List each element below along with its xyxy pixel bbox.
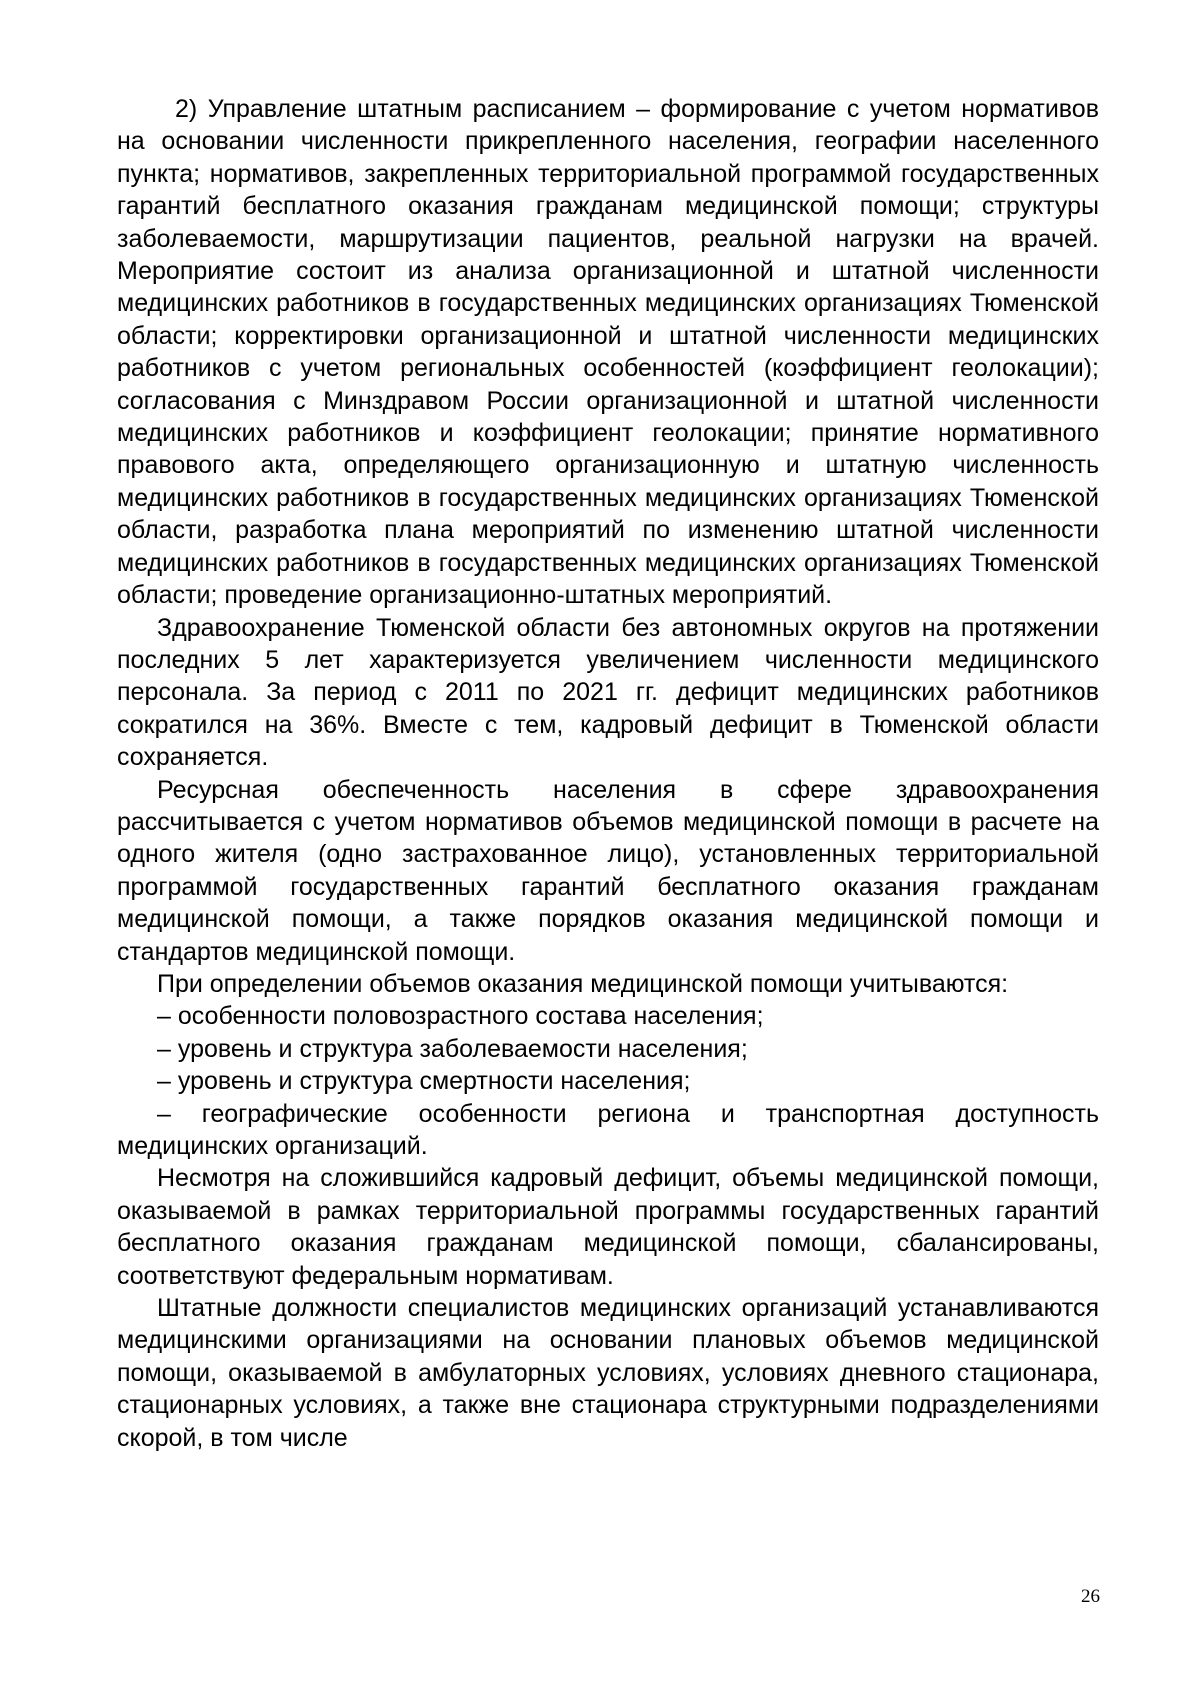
body-text bbox=[117, 93, 1099, 1454]
paragraph-balanced-volumes: Несмотря на сложившийся кадровый дефицит, объемы медицинской помощи, оказываемой в рамках территориальной программы государственных гарантий бесплатного оказания гражданам медицинской помощи, сбалансированы, соответствуют федеральным нормативам. bbox=[117, 1164, 1099, 1290]
paragraph-staff-positions: Штатные должности специалистов медицинских организаций устанавливаются медицинскими организациями на основании плановых объемов медицинской помощи, оказываемой в амбулаторных условиях, условиях дневного стационара, стационарных условиях, а также вне стационара структурными подразделениями скорой, в том числе bbox=[117, 1294, 1099, 1452]
list-item-geography-transport: – географические особенности региона и транспортная доступность медицинских организаций. bbox=[117, 1099, 1099, 1160]
page-number: 26 bbox=[1081, 1586, 1100, 1607]
list-item-morbidity: – уровень и структура заболеваемости населения; bbox=[157, 1034, 748, 1063]
list-item-mortality: – уровень и структура смертности населения; bbox=[157, 1067, 691, 1096]
list-item-age-sex-composition: – особенности половозрастного состава населения; bbox=[157, 1002, 764, 1031]
paragraph-staffing-management: 2) Управление штатным расписанием – формирование с учетом нормативов на основании численности прикрепленного населения, географии населенного пункта; нормативов, закрепленных территориальной программой государственных гарантий бесплатного оказания гражданам медицинской помощи; структуры заболеваемости, маршрутизации пациентов, реальной нагрузки на врачей. Мероприятие состоит из анализа организационной и штатной численности медицинских работников в государственных медицинских организациях Тюменской области; корректировки организационной и штатной численности медицинских работников с учетом региональных особенностей (коэффициент геолокации); согласования с Минздравом России организационной и штатной численности медицинских работников и коэффициент геолокации; принятие нормативного правового акта, определяющего организационную и штатную численность медицинских работников в государственных медицинских организациях Тюменской области, разработка плана мероприятий по изменению штатной численности медицинских работников в государственных медицинских организациях Тюменской области; проведение организационно-штатных мероприятий. bbox=[117, 95, 1099, 610]
paragraph-resource-provision: Ресурсная обеспеченность населения в сфере здравоохранения рассчитывается с учетом нормативов объемов медицинской помощи в расчете на одного жителя (одно застрахованное лицо), установленных территориальной программой государственных гарантий бесплатного оказания гражданам медицинской помощи, а также порядков оказания медицинской помощи и стандартов медицинской помощи. bbox=[117, 775, 1099, 966]
paragraph-healthcare-overview: Здравоохранение Тюменской области без автономных округов на протяжении последних 5 лет характеризуется увеличением численности медицинского персонала. За период с 2011 по 2021 гг. дефицит медицинских работников сократился на 36%. Вместе с тем, кадровый дефицит в Тюменской области сохраняется. bbox=[117, 613, 1099, 772]
paragraph-volume-factors-intro: При определении объемов оказания медицинской помощи учитываются: bbox=[157, 969, 1009, 998]
